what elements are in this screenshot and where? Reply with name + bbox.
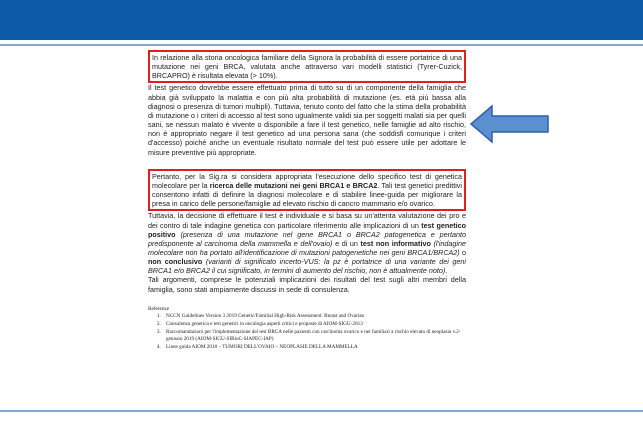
highlight-box-indication: Pertanto, per la Sig.ra si considera appropriata l'esecuzione dello specifico test di genetica molecolare per la ricerca delle mutazioni nei geni BRCA1 e BRCA2. Tali test genetici predittivi consentono infatti di definire la diagnosi molecolare e di stabilire linee-guida per migliorare la presa in carico delle persone/famiglie ad elevato rischio di cancro mammario e/o ovarico.: [148, 169, 466, 212]
header-divider: [0, 44, 643, 46]
reference-item: 2. Consulenza genetica e test genetici in oncologia aspetti critici e proposte di AIOM-SIGU-2013: [162, 321, 466, 329]
reference-item: 1. NCCN Guidelines Version 3 2019 Genetic/Familial High-Risk Assessment: Breast and Ovarian: [162, 313, 466, 321]
left-arrow-icon: [470, 104, 550, 144]
header-bar: [0, 0, 643, 40]
reference-item: 3. Raccomandazioni per l'implementazione del test BRCA nelle pazienti con carcinoma ovarico e nei familiari a rischio elevato di neoplasia v.2-gennaio 2019 (AIOM-SIGU-SIBioC-SIAPEC-IAP): [162, 329, 466, 344]
references-title: Referenze: [148, 305, 170, 312]
reference-item: 4. Linee guida AIOM 2018 – TUMORI DELL'OVAIO – NEOPLASIE DELLA MAMMELLA: [162, 344, 466, 352]
paragraph-test-outcomes: Tuttavia, la decisione di effettuare il test è individuale e si basa su un'attenta valutazione dei pro e dei contro di tale indagine genetica con particolare riferimento alle implicazioni di un test genetico positivo (presenza di una mutazione nel gene BRCA1 o BRCA2 patogenetica e pertanto predisponente al carcinoma della mammella e dell'ovaio) e di un test non informativo (l'indagine molecolare non ha portato all'identificazione di mutazioni patogenetiche nei geni BRCA1/BRCA2) o non conclusivo (varianti di significato incerto-VUS: la pz è portatrice di una variante dei geni BRCA1 e/o BRCA2 il cui significato, in termini di aumento del rischio, non è attualmente noto).: [148, 211, 467, 276]
references-section: [148, 306, 466, 352]
footer-divider: [0, 410, 643, 412]
paragraph-consultation: Tali argomenti, comprese le potenziali implicazioni dei risultati del test sugli altri membri della famiglia, sono stati ampiamente discussi in sede di consulenza.: [148, 275, 466, 294]
document-page: [148, 50, 466, 351]
paragraph-test-recommendation: Il test genetico dovrebbe essere effettuato prima di tutto su di un componente della famiglia che abbia già sviluppato la malattia e con più alta probabilità di mutazione (es. età più bassa alla diagnosi o presenza di tumori multipli). Tuttavia, tenuto conto del fatto che la stima della probabilità di mutazione o i criteri di accesso al test sono ugualmente validi sia per soggetti malati sia per quelli sani, se nessun malato è vivente o disponibile a fare il test genetico, nelle famiglie ad alto rischio, non è appropriato negare il test genetico ad una persona sana (che soddisfi comunque i criteri d'accesso) poiché anche un eventuale risultato normale del test può essere utile per adottare le misure preventive più appropriate.: [148, 83, 466, 157]
highlight-box-risk: In relazione alla storia oncologica familiare della Signora la probabilità di essere portatrice di una mutazione nei geni BRCA, valutata anche attraverso vari modelli statistici (Tyrer-Cuzick, BRCAPRO) è risultata elevata (> 10%).: [148, 50, 466, 83]
references-list: [148, 313, 466, 351]
